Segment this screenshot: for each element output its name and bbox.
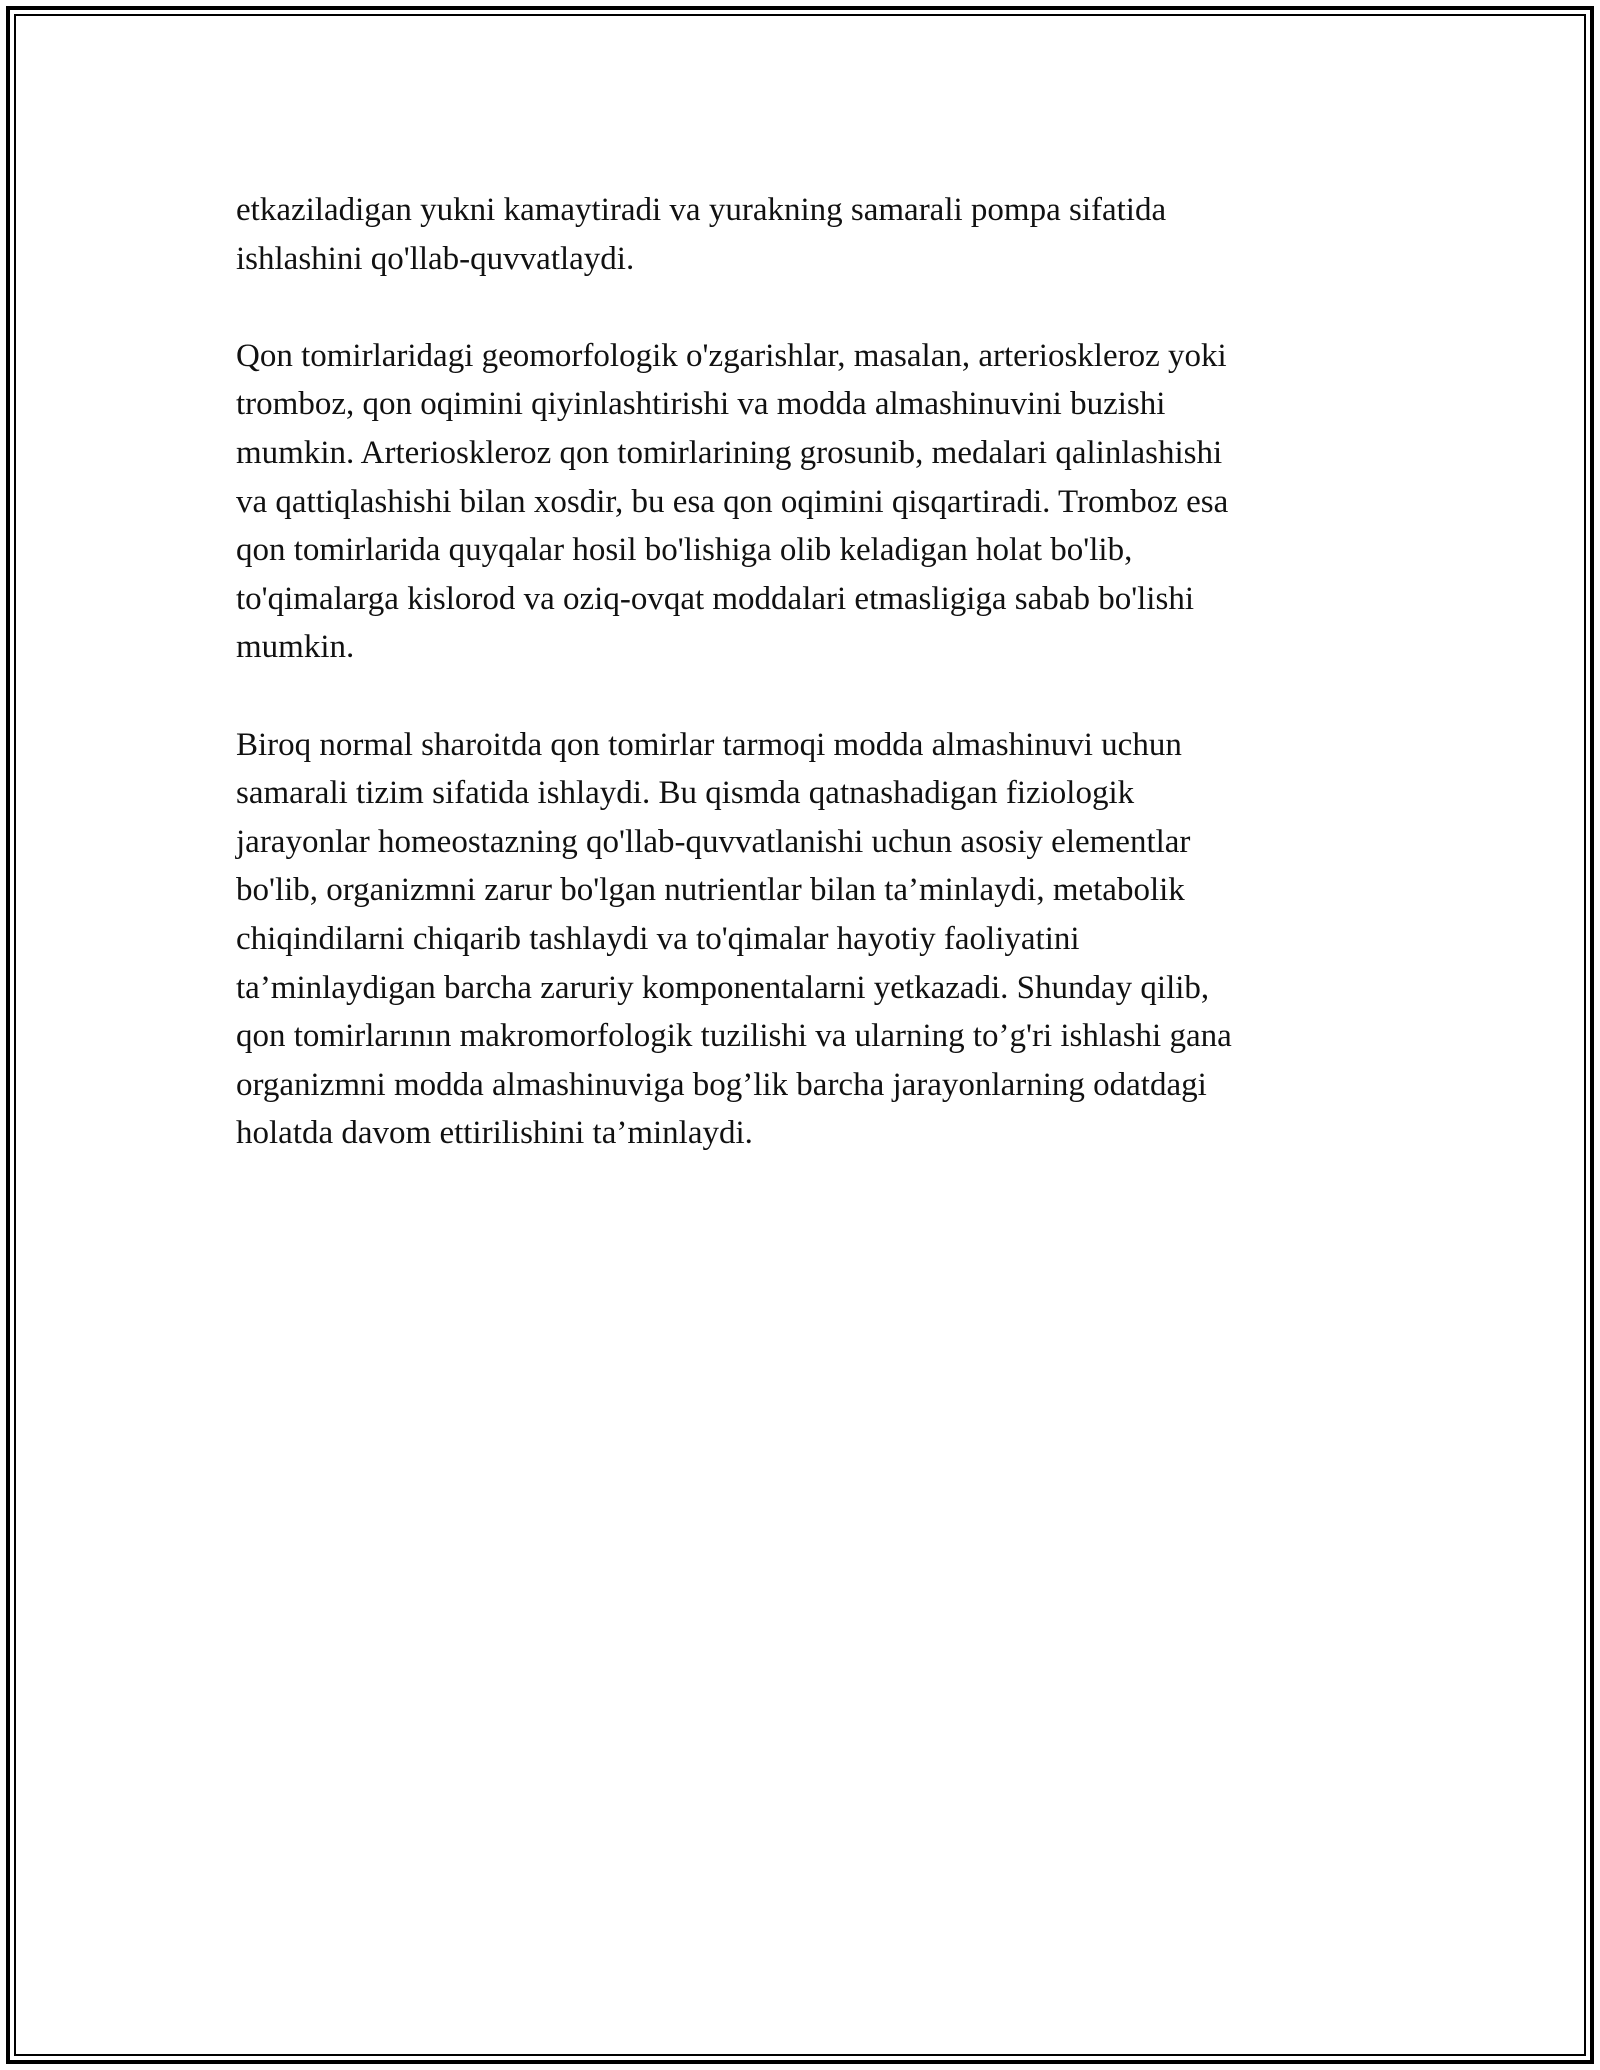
paragraph-2: Qon tomirlaridagi geomorfologik o'zgarishlar, masalan, arterioskleroz yoki tromboz, qon oqimini qiyinlashtirishi va modda almashinuvini buzishi mumkin. Arterioskleroz qon tomirlarining grosunib, medalari qalinlashishi va qattiqlashishi bilan xosdir, bu esa qon oqimini qisqartiradi. Tromboz esa qon tomirlarida quyqalar hosil bo'lishiga olib keladigan holat bo'lib, to'qimalarga kislorod va oziq-ovqat moddalari etmasligiga sabab bo'lishi mumkin. xyxy=(236,337,1229,666)
paragraph-1: etkaziladigan yukni kamaytiradi va yurakning samarali pompa sifatida ishlashini qo'llab-quvvatlaydi. xyxy=(236,192,1167,277)
document-body xyxy=(236,186,1366,1206)
paragraph-3: Biroq normal sharoitda qon tomirlar tarmoqi modda almashinuvi uchun samarali tizim sifatida ishlaydi. Bu qismda qatnashadigan fiziologik jarayonlar homeostazning qo'llab-quvvatlanishi uchun asosiy elementlar bo'lib, organizmni zarur bo'lgan nutrientlar bilan ta’minlaydi, metabolik chiqindilarni chiqarib tashlaydi va to'qimalar hayotiy faoliyatini ta’minlaydigan barcha zaruriy komponentalarni yetkazadi. Shunday qilib, qon tomirlarının makromorfologik tuzilishi va ularning to’g'ri ishlashi gana organizmni modda almashinuviga bog’lik barcha jarayonlarning odatdagi holatda davom ettirilishini ta’minlaydi. xyxy=(236,726,1232,1152)
